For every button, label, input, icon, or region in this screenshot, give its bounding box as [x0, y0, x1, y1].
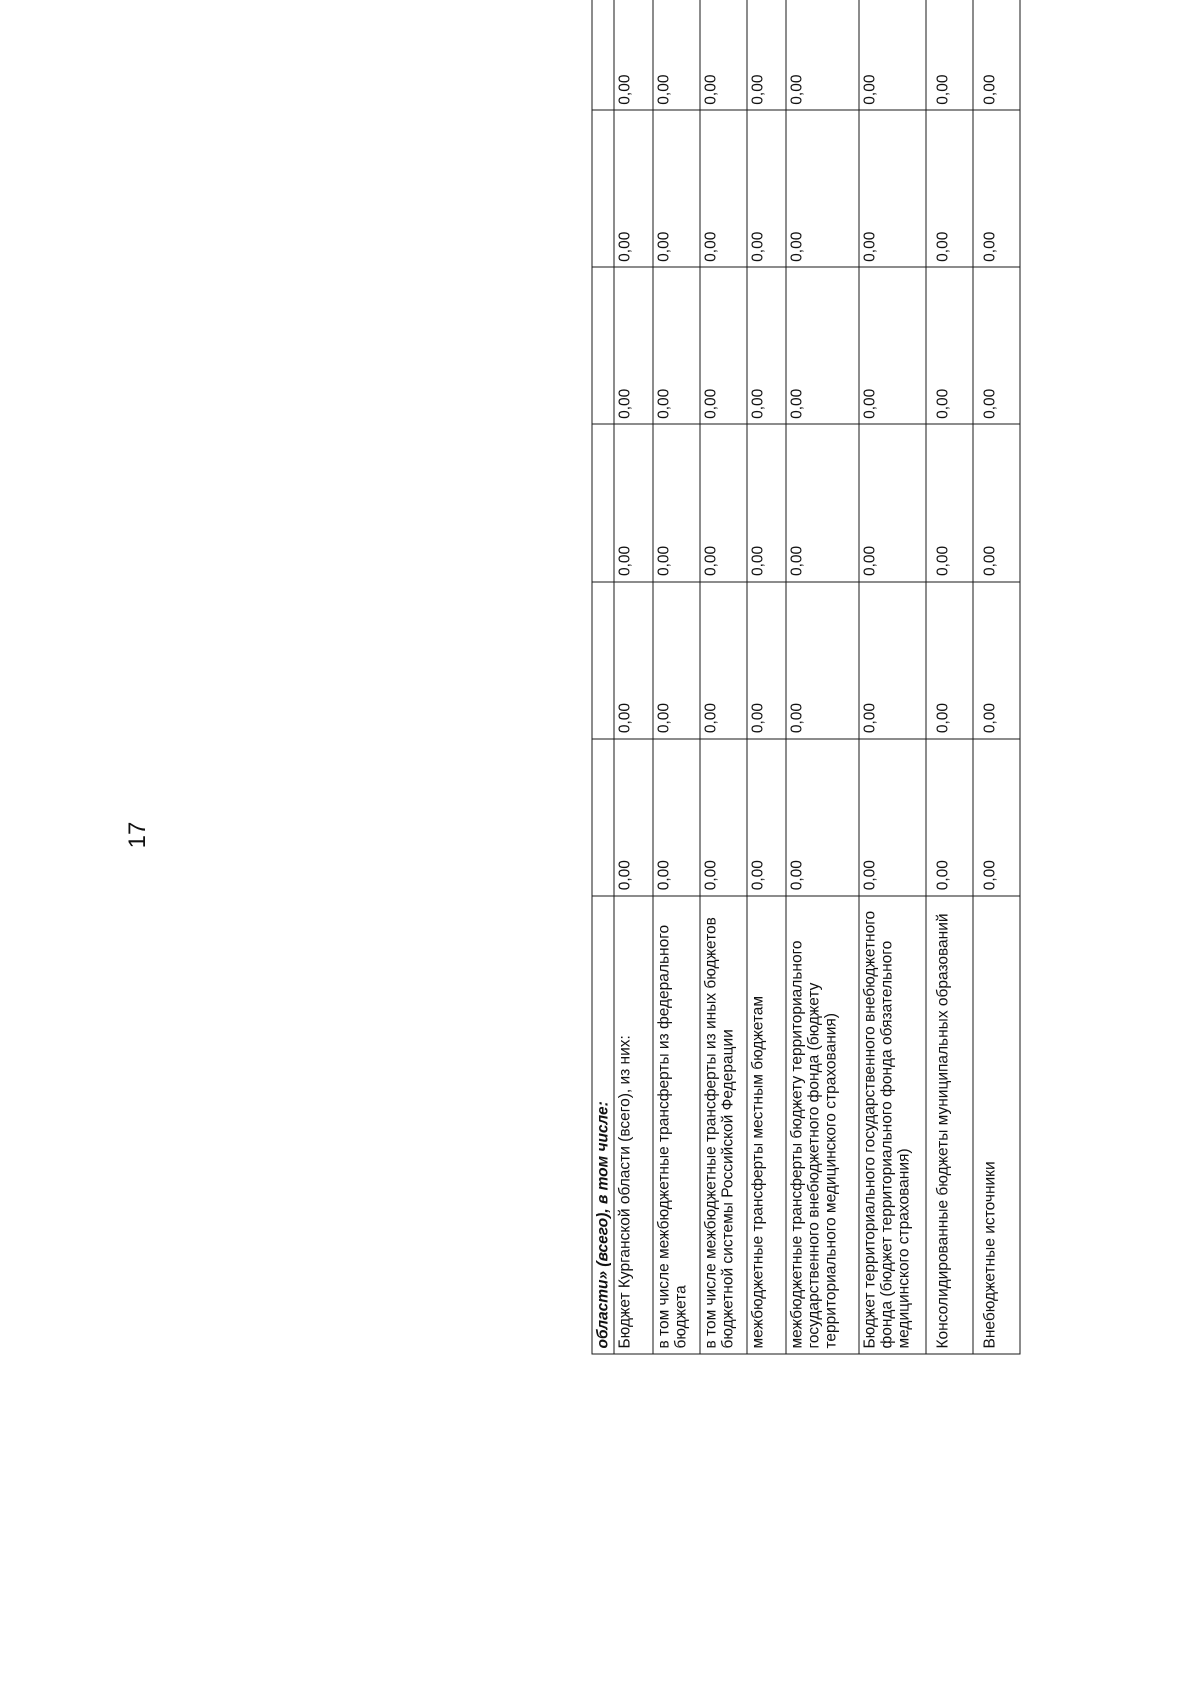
row-label: межбюджетные трансферты местным бюджетам	[747, 895, 786, 1353]
header-label-italic: области» (всего)	[594, 1212, 611, 1348]
row-value: 0,00	[700, 110, 747, 267]
row-label: в том числе межбюджетные трансферты из иных бюджетов бюджетной системы Российской Федерации	[700, 895, 747, 1353]
row-value: 0,00	[700, 581, 747, 738]
header-empty-cell	[592, 267, 614, 424]
row-value: 0,00	[786, 267, 859, 424]
row-value: 0,00	[926, 738, 973, 895]
row-value: 0,00	[614, 738, 653, 895]
row-value: 0,00	[973, 110, 1020, 267]
row-value: 0,00	[926, 0, 973, 110]
row-value: 0,00	[614, 267, 653, 424]
row-value: 0,00	[700, 424, 747, 581]
row-value: 0,00	[614, 424, 653, 581]
row-value: 0,00	[973, 267, 1020, 424]
page-number: 17	[124, 821, 151, 849]
row-label: Бюджет Курганской области (всего), из них:	[614, 895, 653, 1353]
header-empty-cell	[592, 738, 614, 895]
row-value: 0,00	[653, 581, 700, 738]
row-value: 0,00	[859, 0, 926, 110]
row-value: 0,00	[653, 110, 700, 267]
row-value: 0,00	[614, 110, 653, 267]
row-label: Консолидированные бюджеты муниципальных образований	[926, 895, 973, 1353]
row-value: 0,00	[786, 738, 859, 895]
row-value: 0,00	[786, 0, 859, 110]
row-value: 0,00	[859, 110, 926, 267]
table-row	[700, 0, 747, 1354]
row-value: 0,00	[653, 424, 700, 581]
row-value: 0,00	[614, 581, 653, 738]
table-row	[653, 0, 700, 1354]
table-row	[926, 0, 973, 1354]
row-value: 0,00	[973, 738, 1020, 895]
table-row	[747, 0, 786, 1354]
header-label-bold: , в том числе:	[594, 1100, 611, 1213]
row-label: Бюджет территориального государственного внебюджетного фонда (бюджет территориального фонда обязательного медицинского страхования)	[859, 895, 926, 1353]
row-value: 0,00	[747, 0, 786, 110]
row-value: 0,00	[786, 110, 859, 267]
row-value: 0,00	[973, 0, 1020, 110]
row-value: 0,00	[926, 581, 973, 738]
table-row	[786, 0, 859, 1354]
header-empty-cell	[592, 424, 614, 581]
row-value: 0,00	[926, 267, 973, 424]
row-value: 0,00	[700, 267, 747, 424]
row-value: 0,00	[786, 581, 859, 738]
row-value: 0,00	[859, 424, 926, 581]
header-cell	[592, 895, 614, 1353]
row-value: 0,00	[926, 424, 973, 581]
row-value: 0,00	[859, 581, 926, 738]
row-value: 0,00	[747, 110, 786, 267]
row-value: 0,00	[653, 267, 700, 424]
header-empty-cell	[592, 110, 614, 267]
table-row	[859, 0, 926, 1354]
table-row	[614, 0, 653, 1354]
budget-table-container	[591, 0, 1018, 1354]
row-value: 0,00	[859, 267, 926, 424]
budget-table	[591, 0, 1020, 1354]
row-value: 0,00	[747, 267, 786, 424]
row-value: 0,00	[700, 738, 747, 895]
row-value: 0,00	[747, 424, 786, 581]
row-value: 0,00	[859, 738, 926, 895]
header-empty-cell	[592, 0, 614, 110]
row-value: 0,00	[653, 0, 700, 110]
row-label: Внебюджетные источники	[973, 895, 1020, 1353]
header-empty-cell	[592, 581, 614, 738]
row-value: 0,00	[973, 581, 1020, 738]
table-continued-header-row	[592, 0, 614, 1354]
row-value: 0,00	[747, 581, 786, 738]
row-label: в том числе межбюджетные трансферты из федерального бюджета	[653, 895, 700, 1353]
row-value: 0,00	[700, 0, 747, 110]
row-value: 0,00	[973, 424, 1020, 581]
row-label: межбюджетные трансферты бюджету территориального государственного внебюджетного фонда (бюджету территориального медицинского страхования)	[786, 895, 859, 1353]
row-value: 0,00	[614, 0, 653, 110]
row-value: 0,00	[786, 424, 859, 581]
row-value: 0,00	[747, 738, 786, 895]
row-value: 0,00	[653, 738, 700, 895]
table-row	[973, 0, 1020, 1354]
row-value: 0,00	[926, 110, 973, 267]
